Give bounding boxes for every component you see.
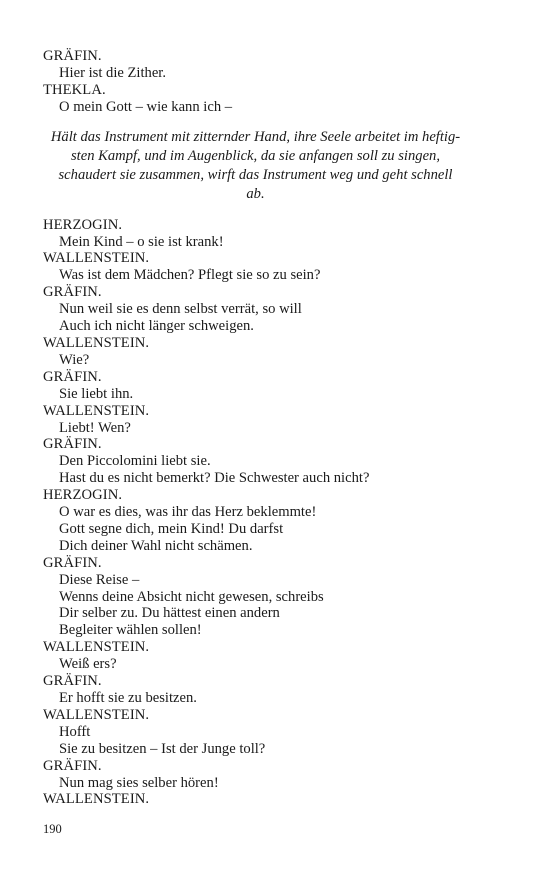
- verse-line: Dich deiner Wahl nicht schämen.: [59, 537, 253, 554]
- speaker-name: WALLENSTEIN.: [43, 250, 150, 267]
- dialogue-block-2: [43, 217, 468, 809]
- stage-direction-line: ab.: [246, 185, 265, 202]
- verse-line: Was ist dem Mädchen? Pflegt sie so zu sein?: [59, 267, 321, 284]
- verse-line: Wenns deine Absicht nicht gewesen, schreibs: [59, 588, 324, 605]
- speaker-name: WALLENSTEIN.: [43, 334, 150, 351]
- speaker-name: GRÄFIN.: [43, 368, 102, 385]
- speaker-name: THEKLA.: [43, 81, 106, 98]
- speaker-name: GRÄFIN.: [43, 436, 102, 453]
- verse-line: Hast du es nicht bemerkt? Die Schwester auch nicht?: [59, 470, 370, 487]
- verse-line: Nun mag sies selber hören!: [59, 774, 219, 791]
- verse-line: Hier ist die Zither.: [59, 64, 166, 81]
- stage-direction-line: schaudert sie zusammen, wirft das Instrument weg und geht schnell: [58, 166, 453, 183]
- verse-line: Wie?: [59, 351, 90, 368]
- verse-line: O mein Gott – wie kann ich –: [59, 98, 233, 115]
- stage-direction: [43, 128, 468, 204]
- speaker-name: WALLENSTEIN.: [43, 639, 150, 656]
- verse-line: Er hofft sie zu besitzen.: [59, 690, 197, 706]
- speaker-name: GRÄFIN.: [43, 554, 102, 571]
- verse-line: Hofft: [59, 723, 91, 740]
- verse-line: Mein Kind – o sie ist krank!: [59, 233, 224, 250]
- verse-line: Gott segne dich, mein Kind! Du darfst: [59, 520, 284, 537]
- verse-line: Liebt! Wen?: [59, 419, 131, 436]
- verse-line: Den Piccolomini liebt sie.: [59, 453, 211, 470]
- verse-line: Auch ich nicht länger schweigen.: [59, 318, 254, 335]
- speaker-name: HERZOGIN.: [43, 216, 123, 233]
- dialogue-block-1: [43, 48, 468, 116]
- verse-line: Dir selber zu. Du hättest einen andern: [59, 605, 280, 622]
- stage-direction-line: sten Kampf, und im Augenblick, da sie anfangen soll zu singen,: [70, 147, 440, 164]
- speaker-name: WALLENSTEIN.: [43, 402, 150, 419]
- stage-direction-line: Hält das Instrument mit zitternder Hand, ihre Seele arbeitet im heftig-: [50, 128, 461, 145]
- verse-line: Nun weil sie es denn selbst verrät, so will: [59, 301, 302, 318]
- speaker-name: GRÄFIN.: [43, 48, 102, 64]
- verse-line: O war es dies, was ihr das Herz beklemmte!: [59, 504, 317, 521]
- speaker-name: WALLENSTEIN.: [43, 791, 150, 808]
- verse-line: Sie zu besitzen – Ist der Junge toll?: [59, 740, 266, 757]
- speaker-name: GRÄFIN.: [43, 284, 102, 301]
- verse-line: Sie liebt ihn.: [59, 385, 134, 402]
- speaker-name: WALLENSTEIN.: [43, 706, 150, 723]
- page-body: [43, 48, 468, 808]
- page-number: 190: [43, 822, 62, 836]
- speaker-name: GRÄFIN.: [43, 673, 102, 690]
- speaker-name: GRÄFIN.: [43, 757, 102, 774]
- verse-line: Begleiter wählen sollen!: [59, 622, 202, 639]
- verse-line: Diese Reise –: [59, 571, 140, 588]
- verse-line: Weiß ers?: [59, 656, 117, 673]
- speaker-name: HERZOGIN.: [43, 487, 123, 504]
